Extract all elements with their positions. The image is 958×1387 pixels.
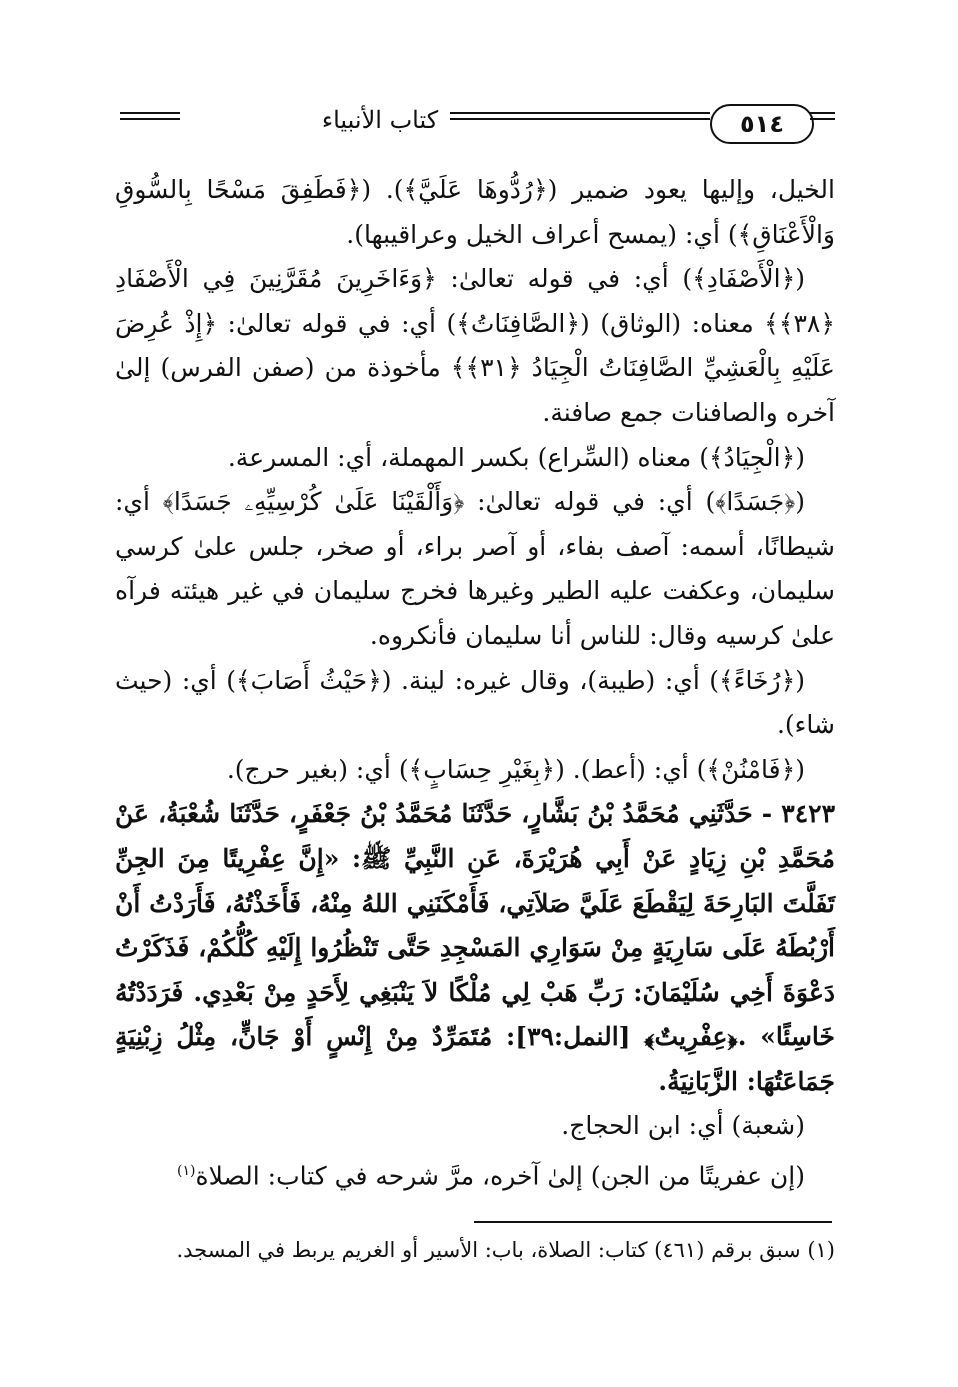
footnote-marker: (١) — [177, 1163, 196, 1180]
paragraph: (﴿الْأَصْفَادِ﴾) أي: في قوله تعالىٰ: ﴿وَءَاخَرِينَ مُقَرَّنِينَ فِي الْأَصْفَادِ ﴿٣٨﴾﴾ معناه: (الوثاق) (﴿الصَّافِنَاتُ﴾) أي: في قوله تعالىٰ: ﴿إِذْ عُرِضَ عَلَيْهِ بِالْعَشِيِّ الصَّافِنَاتُ الْجِيَادُ ﴿٣١﴾﴾ مأخوذة من (صفن الفرس) إلىٰ آخره والصافنات جمع صافنة. — [115, 264, 835, 427]
page-number: ٥١٤ — [740, 110, 784, 138]
footnote-separator — [474, 1221, 832, 1223]
paragraph: (﴿الْجِيَادُ﴾) معناه (السِّراع) بكسر المهملة، أي: المسرعة. — [227, 442, 805, 472]
paragraph: (﴿فَامْنُنْ﴾) أي: (أعط). (﴿بِغَيْرِ حِسَابٍ﴾) أي: (بغير حرج). — [226, 754, 805, 784]
header-rule-right — [810, 118, 835, 120]
hadith-text: ٣٤٢٣ - حَدَّثَنِي مُحَمَّدُ بْنُ بَشَّارٍ، حَدَّثَنَا مُحَمَّدُ بْنُ جَعْفَرٍ، حَدَّثَنَا شُعْبَةُ، عَنْ مُحَمَّدِ بْنِ زِيَادٍ عَنْ أَبِي هُرَيْرَةَ، عَنِ النَّبِيِّ ﷺ: «إِنَّ عِفْرِيتًا مِنَ الجِنِّ تَفَلَّتَ البَارِحَةَ لِيَقْطَعَ عَلَيَّ صَلاَتِي، فَأَمْكَنَنِي اللهُ مِنْهُ، فَأَخَذْتُهُ، فَأَرَدْتُ أَنْ أَرْبُطَهُ عَلَى سَارِيَةٍ مِنْ سَوَارِي المَسْجِدِ حَتَّى تَنْظُرُوا إِلَيْهِ كُلُّكُمْ، فَذَكَرْتُ دَعْوَةَ أَخِي سُلَيْمَانَ: رَبِّ هَبْ لِي مُلْكًا لاَ يَنْبَغِي لِأَحَدٍ مِنْ بَعْدِي. فَرَدَدْتُهُ خَاسِئًا» .﴿عِفْرِيتٌ﴾ [النمل:٣٩]: مُتَمَرِّدٌ مِنْ إِنْسٍ أَوْ جَانٍّ، مِثْلُ زِبْنِيَةٍ جَمَاعَتُهَا: الزَّبَانِيَةُ. — [115, 799, 835, 1096]
header-rule-right — [810, 112, 835, 114]
main-text — [115, 168, 835, 1199]
paragraph: (﴿جَسَدًا﴾) أي: في قوله تعالىٰ: ﴿وَأَلْقَيْنَا عَلَىٰ كُرْسِيِّهِۦ جَسَدًا﴾ أي: شيطانًا، أسمه: آصف بفاء، أو آصر براء، أو صخر، جلس علىٰ كرسي سليمان، وعكفت عليه الطير وغيرها فخرج سليمان في غير هيئته فرآه علىٰ كرسيه وقال: للناس أنا سليمان فأنكروه. — [115, 487, 835, 650]
header-rule-middle — [450, 112, 710, 114]
footnote: (١) سبق برقم (٤٦١) كتاب: الصلاة، باب: الأسير أو الغريم يربط في المسجد. — [176, 1238, 835, 1262]
paragraph — [115, 1149, 835, 1199]
page-header — [110, 100, 835, 150]
header-rule-left — [120, 112, 180, 114]
page-number-badge — [710, 104, 814, 144]
header-rule-middle — [450, 118, 710, 120]
paragraph: الخيل، وإليها يعود ضمير (﴿رُدُّوهَا عَلَيَّ﴾). (﴿فَطَفِقَ مَسْحًا بِالسُّوقِ وَالْأَعْنَاقِ﴾) أي: (يمسح أعراف الخيل وعراقيبها). — [115, 175, 835, 249]
paragraph: (﴿رُخَاءً﴾) أي: (طيبة)، وقال غيره: لينة. (﴿حَيْثُ أَصَابَ﴾) أي: (حيث شاء). — [115, 665, 835, 740]
header-rule-left — [120, 118, 180, 120]
paragraph: (شعبة) أي: ابن الحجاج. — [561, 1111, 805, 1141]
running-head-title: كتاب الأنبياء — [321, 106, 439, 134]
paragraph-text: (إن عفريتًا من الجن) إلىٰ آخره، مرَّ شرحه في كتاب: الصلاة — [195, 1161, 805, 1191]
